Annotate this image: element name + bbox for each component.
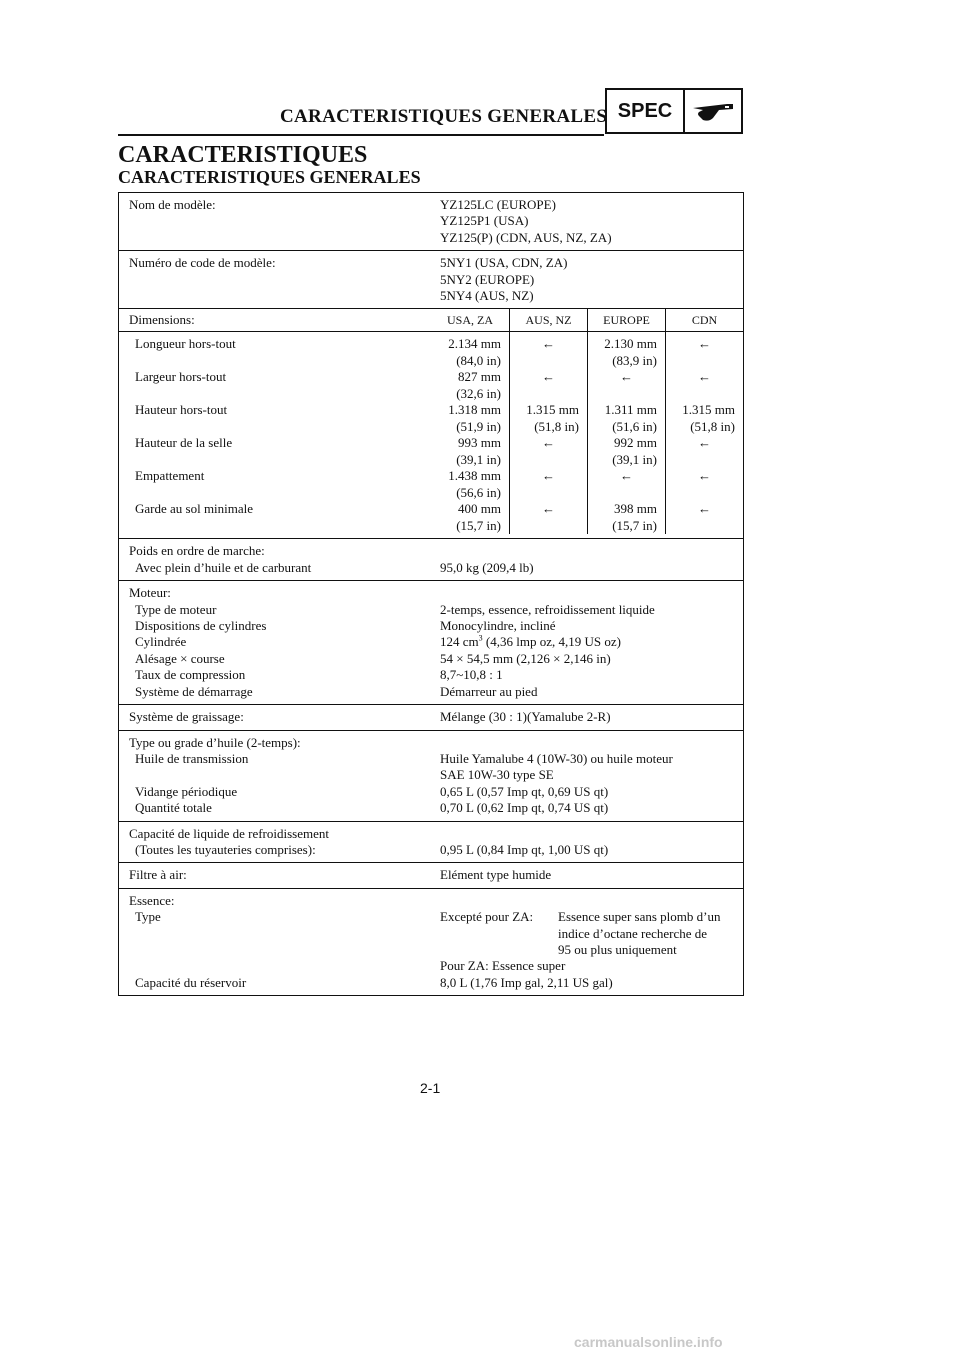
dimension-value (509, 468, 587, 501)
dimension-value (665, 501, 743, 534)
dimension-value-line: (51,8 in) (534, 418, 579, 434)
dimension-value (509, 501, 587, 534)
fuel-section (119, 888, 743, 995)
model-code-value: 5NY1 (USA, CDN, ZA) (440, 255, 568, 271)
engine-row-value: 8,7~10,8 : 1 (440, 667, 503, 683)
page-number: 2-1 (420, 1080, 441, 1096)
fuel-tank-label: Capacité du réservoir (135, 974, 247, 990)
caliper-icon (685, 90, 741, 132)
spec-badge (605, 88, 743, 134)
dimension-value-line: (15,7 in) (456, 517, 501, 533)
model-code-label: Numéro de code de modèle: (129, 255, 276, 271)
dimension-value-line: (51,6 in) (612, 418, 657, 434)
dimension-value-line: (39,1 in) (612, 451, 657, 467)
engine-row-value: 2-temps, essence, refroidissement liquide (440, 601, 655, 617)
dimension-value-line: ← (620, 369, 633, 385)
engine-row-value: 54 × 54,5 mm (2,126 × 2,146 in) (440, 650, 611, 666)
dimension-label: Garde au sol minimale (135, 501, 254, 517)
model-name-label: Nom de modèle: (129, 197, 216, 212)
dim-column-header: CDN (665, 309, 743, 331)
dimension-value-line: 1.315 mm (682, 402, 735, 418)
dimension-value-line: 2.130 mm (604, 336, 657, 352)
dimension-value (587, 468, 665, 501)
fuel-except-key: Excepté pour ZA: (440, 909, 534, 925)
dimension-value-line: (15,7 in) (612, 517, 657, 533)
engine-row-label: Cylindrée (135, 634, 187, 650)
fuel-type-label: Type (135, 909, 161, 925)
dimension-value-line: 400 mm (458, 501, 501, 517)
dimension-value (665, 435, 743, 468)
transmission-oil-value: SAE 10W-30 type SE (440, 767, 554, 783)
total-quantity-label: Quantité totale (135, 800, 212, 816)
dimension-value-line: ← (698, 435, 711, 451)
engine-label: Moteur: (129, 585, 171, 601)
transmission-oil-value: Huile Yamalube 4 (10W-30) ou huile moteur (440, 750, 673, 766)
dimension-value (431, 402, 509, 435)
transmission-oil-label: Huile de transmission (135, 750, 249, 766)
lubrication-section (119, 704, 743, 729)
fuel-tank-value: 8,0 L (1,76 Imp gal, 2,11 US gal) (440, 974, 613, 990)
dimension-label: Largeur hors-tout (135, 369, 227, 385)
periodic-change-value: 0,65 L (0,57 Imp qt, 0,69 US qt) (440, 783, 609, 799)
dimension-value-line: ← (542, 501, 555, 517)
model-name-value: YZ125LC (EUROPE) (440, 197, 556, 212)
weight-section (119, 538, 743, 580)
dimension-label: Empattement (135, 468, 205, 484)
dimension-value-line: ← (698, 369, 711, 385)
fuel-except-value: indice d’octane recherche de (558, 925, 708, 941)
dimension-value-line: 1.318 mm (448, 402, 501, 418)
air-filter-section (119, 862, 743, 887)
dimension-value (587, 402, 665, 435)
dimension-value (431, 369, 509, 402)
dimension-value-line: 993 mm (458, 435, 501, 451)
dimension-value-line: (84,0 in) (456, 352, 501, 368)
running-title: CARACTERISTIQUES GENERALES (280, 106, 608, 127)
engine-row-value: Démarreur au pied (440, 683, 538, 699)
header-rule (118, 134, 604, 136)
dimension-label: Longueur hors-tout (135, 336, 236, 352)
engine-section (119, 580, 743, 704)
dimension-value-line: ← (698, 501, 711, 517)
dimension-value (665, 332, 743, 369)
dimension-value (431, 468, 509, 501)
dimension-value (431, 435, 509, 468)
fuel-za-value: Pour ZA: Essence super (440, 958, 566, 974)
dimension-value (587, 332, 665, 369)
dim-column-header: AUS, NZ (509, 309, 587, 331)
model-code-value: 5NY4 (AUS, NZ) (440, 288, 534, 304)
dimension-value-line: 1.438 mm (448, 468, 501, 484)
engine-row-label: Taux de compression (135, 667, 246, 683)
engine-row-label: Système de démarrage (135, 683, 253, 699)
model-code-section (119, 250, 743, 308)
dimension-value-line: (39,1 in) (456, 451, 501, 467)
dimension-value-line: (51,8 in) (690, 418, 735, 434)
engine-row-label: Alésage × course (135, 650, 225, 666)
dimension-value-line: ← (542, 369, 555, 385)
oil-label: Type ou grade d’huile (2-temps): (129, 734, 301, 750)
lubrication-value: Mélange (30 : 1)(Yamalube 2-R) (440, 709, 611, 725)
dimension-row (119, 435, 743, 468)
air-filter-value: Elément type humide (440, 867, 552, 883)
dimension-value (665, 468, 743, 501)
dimension-value-line: (51,9 in) (456, 418, 501, 434)
dimension-value-line: ← (542, 336, 555, 352)
dimension-value-line: ← (542, 468, 555, 484)
watermark: carmanualsonline.info (574, 1334, 723, 1350)
coolant-sub-label: (Toutes les tuyauteries comprises): (135, 841, 316, 857)
model-name-section (119, 193, 743, 250)
engine-row-label: Type de moteur (135, 601, 217, 617)
dimensions-rows (119, 331, 743, 534)
weight-label: Poids en ordre de marche: (129, 543, 265, 559)
coolant-label: Capacité de liquide de refroidissement (129, 825, 329, 841)
fuel-except-value: 95 ou plus uniquement (558, 941, 677, 957)
air-filter-label: Filtre à air: (129, 867, 187, 883)
dimension-value-line: 2.134 mm (448, 336, 501, 352)
fuel-except-value: Essence super sans plomb d’un (558, 909, 721, 925)
dimension-value-line: ← (698, 468, 711, 484)
dimension-value-line: 1.315 mm (526, 402, 579, 418)
dimension-label: Hauteur de la selle (135, 435, 233, 451)
dimension-label: Hauteur hors-tout (135, 402, 228, 418)
dimension-value-line: 827 mm (458, 369, 501, 385)
weight-value: 95,0 kg (209,4 lb) (440, 559, 534, 575)
dim-column-header: EUROPE (587, 309, 665, 331)
lubrication-label: Système de graissage: (129, 709, 244, 725)
section-title: CARACTERISTIQUES GENERALES (118, 167, 421, 187)
weight-sub-label: Avec plein d’huile et de carburant (135, 559, 312, 575)
dimension-value-line: (83,9 in) (612, 352, 657, 368)
dimension-value-line: (56,6 in) (456, 484, 501, 500)
model-name-value: YZ125P1 (USA) (440, 213, 529, 229)
displacement-value: 124 $cm^3$ (4,36 lmp oz, 4,19 US oz) (440, 634, 621, 650)
page-title: CARACTERISTIQUES (118, 142, 368, 168)
model-code-value: 5NY2 (EUROPE) (440, 271, 535, 287)
dimension-value (509, 435, 587, 468)
dim-column-header: USA, ZA (446, 313, 493, 328)
model-name-value: YZ125(P) (CDN, AUS, NZ, ZA) (440, 229, 612, 245)
spec-table (118, 192, 744, 996)
periodic-change-label: Vidange périodique (135, 783, 238, 799)
dimension-value (587, 435, 665, 468)
spec-label: SPEC (607, 90, 685, 132)
dimension-value-line: 398 mm (614, 501, 657, 517)
dimension-value (509, 402, 587, 435)
engine-row-label: Dispositions de cylindres (135, 618, 267, 634)
dimension-value (665, 369, 743, 402)
dimension-value (431, 332, 509, 369)
dimension-value (587, 369, 665, 402)
dimension-value-line: (32,6 in) (456, 385, 501, 401)
dimension-value-line: ← (698, 336, 711, 352)
dimension-row (119, 369, 743, 402)
dimensions-label: Dimensions: (129, 312, 195, 328)
dimension-row (119, 501, 743, 534)
total-quantity-value: 0,70 L (0,62 Imp qt, 0,74 US qt) (440, 800, 609, 816)
dimension-value-line: ← (542, 435, 555, 451)
oil-section (119, 730, 743, 821)
dimension-value (665, 402, 743, 435)
fuel-label: Essence: (129, 892, 175, 908)
dimension-value (509, 332, 587, 369)
engine-row-value: Monocylindre, incliné (440, 618, 556, 634)
dimension-value-line: 1.311 mm (604, 402, 657, 418)
dimension-value (587, 501, 665, 534)
dimension-row (119, 402, 743, 435)
dimension-row (119, 332, 743, 369)
dimension-value (431, 501, 509, 534)
dimension-row (119, 468, 743, 501)
dimension-value-line: ← (620, 468, 633, 484)
coolant-value: 0,95 L (0,84 Imp qt, 1,00 US qt) (440, 841, 609, 857)
coolant-section (119, 821, 743, 863)
dimension-value-line: 992 mm (614, 435, 657, 451)
dimensions-section (119, 308, 743, 538)
dimension-value (509, 369, 587, 402)
